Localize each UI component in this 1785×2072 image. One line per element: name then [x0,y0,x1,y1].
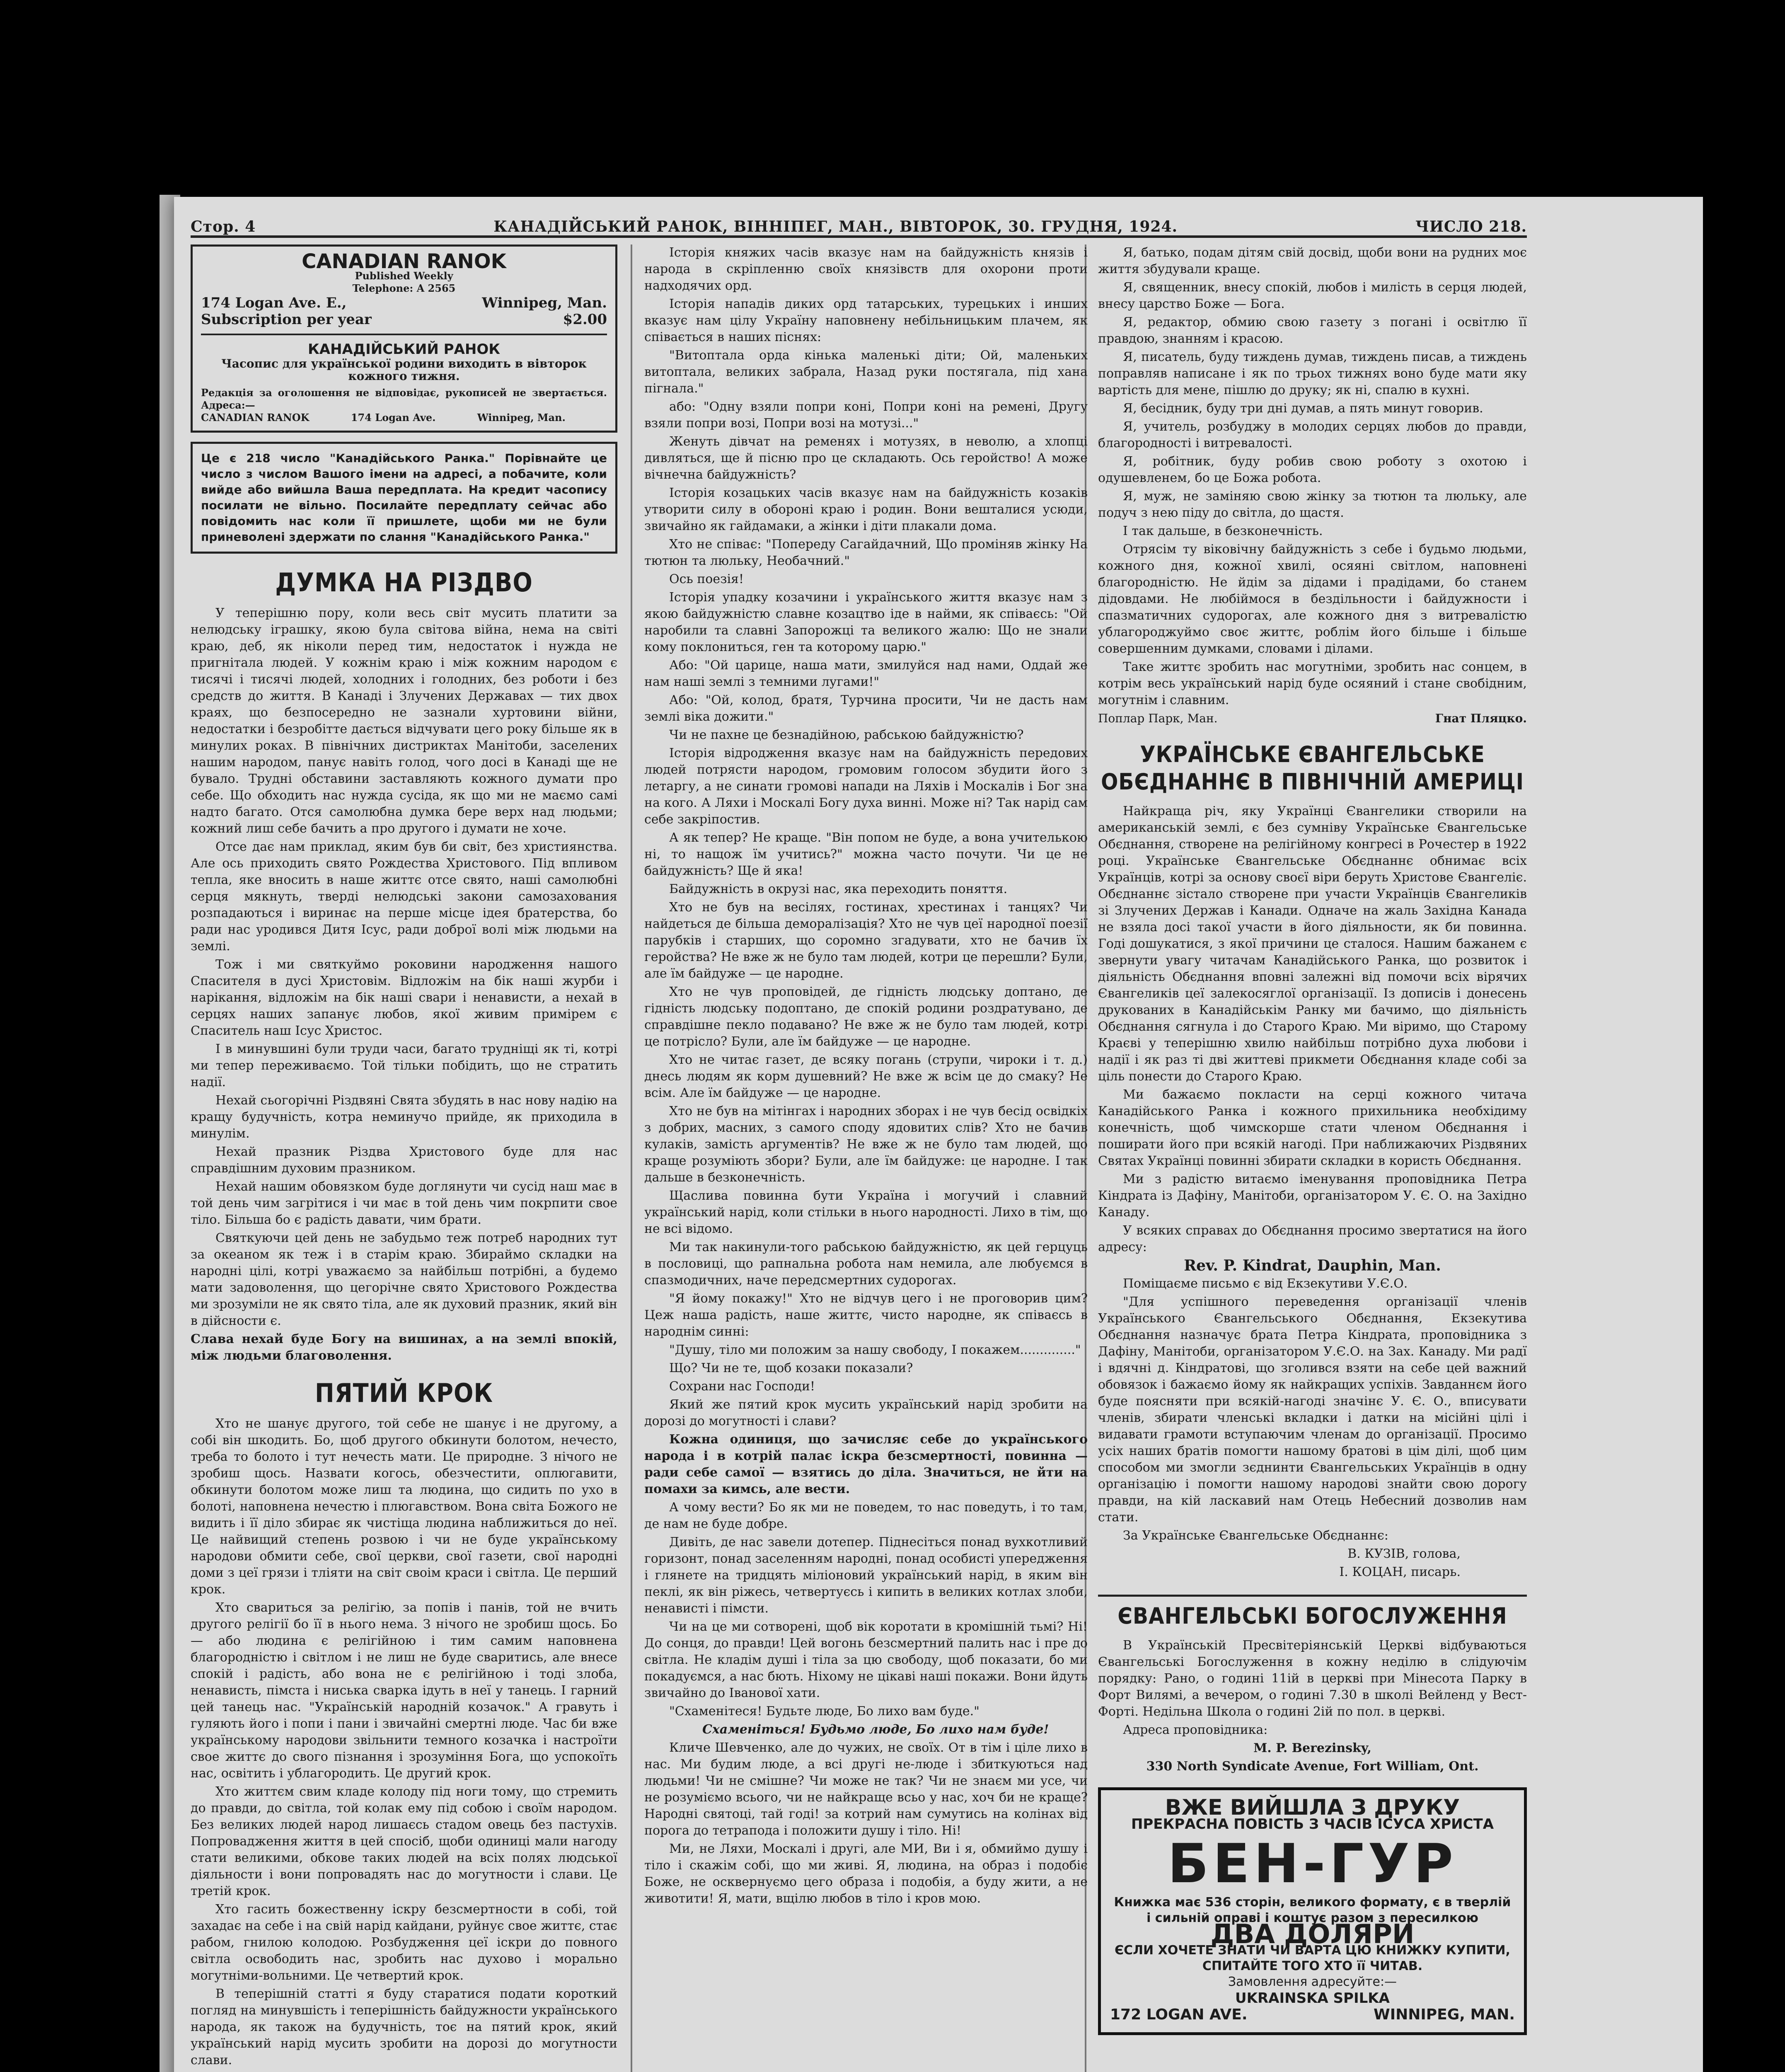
article-body [1098,244,1527,709]
publisher-name-ua: КАНАДІЙСЬКИЙ РАНОК [307,341,501,358]
paragraph: Хто не співає: "Попереду Сагайдачний, Що проміняв жінку На тютюн та люльку, Необачний." [644,537,1088,568]
paragraph: Або: "Ой, колод, братя, Турчина просити, Чи не дасть нам землі віка дожити." [644,693,1088,724]
publisher-city: Winnipeg, Man. [482,295,607,311]
article-body [1098,803,1527,1256]
publisher-disclaimer: Редакція за оголошення не відповідає, рукописей не звертається. Адреса:— [201,387,607,411]
ad-company: UKRAINSKA SPILKA [1235,1990,1390,2007]
paragraph: Хто не був на весілях, гостинах, хрестинах і танцях? Чи найдеться де більша деморалізація? Хто не чув цеї народної поезії парубків і старших, що соромно згадувати, хто не бачив їх геройства? Не вже ж не було там людей, котри це перешли? Були, але їм байдуже — це народне. [644,900,1088,981]
paragraph: "Душу, тіло ми положим за нашу свободу, І покажем.............." [669,1343,1081,1357]
paragraph: Ми бажаємо покласти на серці кожного читача Канадійського Ранка і кожного прихильника необхідиму конечність, щоб чимскорше стати членом Обєднання і поширати його при всякій нагоді. При наближаючих Різдвяних Святах Українці повинні збирати складки в користь Обєднання. [1098,1087,1527,1168]
column-2 [644,244,1088,1909]
article-body [644,244,1088,1430]
paragraph: Хто не чув проповідей, де гідність людську доптано, де гідність людську подоптано, де спокій родини роздратувано, де справдішне пекло подавано? Не вже ж не було там людей, котрі це потрісло? Були, але їм байдуже — це народне. [644,985,1088,1049]
paragraph: Історія упадку козачини і українського життя вказує нам з якою байдужністю славне козацтво іде в найми, як співаєсь: "Ой наробили та славні Запорожці та великого жалю: Що не знали кому поклониться, ген та которому царю." [644,590,1088,654]
article-body [191,1416,617,2069]
paragraph: Хто свариться за релігію, за попів і панів, той не вчить другого релігії бо її в нього нема. З нічого не зробиш щось. Бо — або людина є релігійною і тим самим наповнена благородністю і світлом і не лиш не буде сваритись, але внесе спокій і радість, або вона не є релігійною і тоді злоба, ненависть, пімста і ниська сварка ідуть в неї у танець. І гарний цей танець нас. "Українській народній козачок." А гравуть і гуляють його і попи і пани і звичайні смертні люде. Час би вже українському народови звільнити темного козачка і настроїти свое життє до свого пізнання і зрозуміння Бога, що успокоїть нас, освітить і ублагородить. Це другий крок. [191,1600,617,1781]
subscription-notice: Це є 218 число "Канадійського Ранка." Порівнайте це число з числом Вашого імени на адресі, а побачите, коли вийде або вийшла Ваша передплата. На кредит часопису посилати не вільно. Посилайте передплату сейчас або повідомить нас коли її пришлете, щоби ми не були приневолені здержати по слання "Канадійського Ранка." [191,442,617,554]
paragraph: Історія нападів диких орд татарських, турецьких і инших вказує нам цілу Україну наповнену небільницьким плачем, як співається в наших піснях: [644,297,1088,344]
article-title: ЄВАНГЕЛЬСЬКІ БОГОСЛУЖЕННЯ [1098,1595,1527,1630]
paragraph: Хто не був на мітінгах і народних зборах і не чув бесід освідкіх з добрих, масних, з самого споду ядовитих слів? Хто не бачив кулаків, замість аргументів? Не вже ж не було там людей, що краще розуміють збори? Були, але їм байдуже: це народне. І так дальше в безконечність. [644,1104,1088,1185]
paragraph: Щаслива повинна бути Україна і могучий і славний український нарід, коли стільки в нього народності. Лихо в тім, що не всі відомо. [644,1188,1088,1236]
article-title: УКРАЇНСЬКЕ ЄВАНГЕЛЬСЬКЕ ОБЄДНАННЄ В ПІВНІЧНІЙ АМЕРИЦІ [1101,741,1524,795]
paragraph: Хто гасить божественну іскру безсмертности в собі, той захадає на себе і на свій нарід кайдани, руйнує свое життє, стає рабом, гнилою колодою. Розбудження цеї іскри до повного світла освободить нас, зробить нас духово і морально могутніми-вольними. Це четвертий крок. [191,1902,617,1983]
article-body [191,605,617,1329]
paragraph: Ми з радістю витаємо іменування проповідника Петра Кіндрата із Дафіну, Манітоби, організатором У. Є. О. на Західно Канаду. [1098,1172,1527,1220]
article-body [644,1740,1088,1907]
paragraph: Який же пятий крок мусить український нарід зробити на дорозі до могутності і слави? [644,1397,1088,1428]
article-title: ДУМКА НА РІЗДВО [275,567,533,598]
ad-order-label: Замовлення адресуйте:— [1228,1975,1397,1989]
article-title: ПЯТИЙ КРОК [315,1378,493,1408]
paragraph: А як тепер? Не краще. "Він попом не буде, а вона учителькою ні, то нащож їм учитись?" можна часто почути. Чи це не байдужність? Ще й яка! [644,830,1088,878]
page-number: Стор. 4 [191,218,256,235]
paragraph: Я, учитель, розбуджу в молодих серцях любов до правди, благородності і витревалості. [1098,419,1527,450]
paragraph: або: "Одну взяли попри коні, Попри коні на ремені, Другу взяли попри возі, Попри возі на мотузі..." [644,399,1088,431]
paragraph: Або: "Ой царице, наша мати, змилуйся над нами, Оддай же нам нашi землi з темними лугами!" [644,658,1088,689]
preacher-address: 330 North Syndicate Avenue, Fort William, Ont. [1146,1759,1479,1774]
article-closing: Слава нехай буде Богу на вишинах, а на землі впокій, між людьми благоволення. [191,1332,617,1363]
paragraph: Чи не пахне це безнадійною, рабською байдужністю? [669,728,1024,742]
paragraph: Нехай сьогорічні Різдвяні Свята збудять в нас нову надію на кращу будучність, котра неминучо прийде, як приходила в минулім. [191,1093,617,1141]
preacher-label: Адреса проповідника: [1123,1723,1268,1737]
paragraph: У всяких справах до Обєднання просимо звертатися на його адресу: [1098,1223,1527,1254]
bold-paragraph: Кожна одиниця, що зачисляє себе до українського народа і в котрій палає іскра безсмертності, повинна — ради себе самої — взятись до діла. Значиться, не йти на помахи за кимсь, але вести. [644,1432,1088,1496]
paragraph: "Я йому покажу!" Хто не відчув цего і не проговорив цим? Цеж наша радість, наше життє, чисто народне, як співаєсь в народнім синні: [644,1291,1088,1339]
paragraph: І так дальше, в безконечність. [1123,524,1323,538]
address-line: Rev. P. Kindrat, Dauphin, Man. [1184,1257,1441,1274]
paragraph: Я, священник, внесу спокій, любов і милість в серця людей, внесу царство Боже — Бога. [1098,280,1527,311]
subscription-label: Subscription per year [201,311,372,328]
service-text: В Українській Пресвітеріянській Церкві відбуваються Євангельські Богослуження в кожну неділю в слідуючім порядку: Рано, о годині 11ій в церкві при Мінесота Парку в Форт Вилямі, а вечером, о годині 7.30 в школі Вейленд у Вест-Форті. Недільна Школа о годині 2ій по пол. в церкві. [1098,1638,1527,1719]
paragraph: Історія козацьких часів вказує нам на байдужність козаків утворити силу в обороні краю і родин. Вони вешталися усюди, звичайно як гайдамаки, а жінки і діти плакали дома. [644,486,1088,533]
signer-2: І. КОЦАН, писарь. [1339,1565,1461,1579]
book-advertisement [1098,1787,1527,2035]
paragraph: Історія княжих часів вказує нам на байдужність князів і народа в скріпленню своїх князівств для охорони проти надходячих орд. [644,245,1088,293]
paragraph: А чому вести? Бо як ми не поведем, то нас поведуть, і то там, де нам не буде добре. [644,1500,1088,1531]
paragraph: Хто не шанує другого, той себе не шанує і не другому, а собі він шкодить. Бо, щоб другого обкинути болотом, нечесто, треба то болото і тут нечесть мати. Це природне. З нічого не зробиш щось. Назвати когось, обезчестити, оплюгавити, обкинути болотом може лиш та людина, що сидить по ухо в болоті, наповнена нечестю і плюгавством. Вона світа Божого не видить і її діло збирає як чистіща людина наближиться до неї. Це найвищий степень розвою і чи не буде українському народови обмити себе, свої церкви, свої газети, свої народні доми з цеї грязи і тліяти на світ своім краси і світла. Це перший крок. [191,1416,617,1597]
paragraph: Таке життє зробить нас могутніми, зробить нас сонцем, в котрім весь український нарід буде осяяний і стане свобідним, могутнім і славним. [1098,660,1527,707]
paragraph: Отсе дає нам приклад, яким був би світ, без християнства. Але ось приходить свято Рождества Христового. Під впливом тепла, яке вносить в наше життє отсе свято, наші самолюбні серця мякнуть, тверді нелюдські закони самозахования розпадаються і виринає на перше місце ідея братерства, бо ради нас уродився Дитя Ісус, ради доброї волі між людьми на землі. [191,840,617,954]
column-1 [191,244,617,2070]
paragraph: Хто життєм свим кладе колоду під ноги тому, що стремить до правди, до світла, той колак ему під собою і своїм народом. Без великих людей народ лишаєсь стадом овець без пастухів. Попровадження життя в цей спосіб, щоби одиниці мали нагоду стати великими, обкове таких людей на всіх полях людської діяльности і вони попровадять нас до могутности і слави. Це третій крок. [191,1784,617,1898]
ad-description: Книжка має 536 сторін, великого формату, є в тверлій і сильній оправі і коштує разом з пересилкою [1114,1895,1511,1925]
ad-book-title: БЕН-ГУР [1168,1832,1457,1895]
signature-name: Гнат Пляцко. [1435,712,1527,725]
paragraph: Я, бесідник, буду три дні думав, а пять минут говорив. [1123,401,1483,416]
paragraph: У теперішню пору, коли весь світ мусить платити за нелюдську іграшку, якою була світова війна, нема на світі краю, деб, як ніколи перед тим, недостаток і нужда не пригнітала людей. У кожнім краю і між кожним народом є тисячі і тисячі людей, холодних і голодних, без роботи і без средств до життя. В Канаді і Злучених Державах — тих двох краях, що безпосередно не зазнали хуртовини війни, недостатки і безробітте дається відчувати цего року більше як в минулих роках. В північних дистриктах Манітоби, заселених нашим народом, панує навіть голод, чого досі в Канаді ще не бувало. Трудні обставини заставляють кожного думати про себе. Що обходить нас нужда сусіда, як що ми не маємо самі надто багато. Отся самолюбна думка бере верх над людьми; кожний лиш себе бачить а про другого і думати не хоче. [191,606,617,836]
paragraph: Я, писатель, буду тиждень думав, тиждень писав, а тиждень поправляв написане і як по трьох тижнях воно буде мати яку вартість для мене, пішлю до друку; як ні, спалю в кухні. [1098,350,1527,397]
column-rule [631,244,632,2072]
paragraph: Отрясім ту віковічну байдужність з себе і будьмо людьми, кожного дня, кожної хвилі, осяяні світлом, наповнені благородністю. Не йдім за дідами і прадідами, бо станем дідовдами. Не любіймося в бездільности і байдужности і спазматичних судорогах, але кожного дня з витревалістю ублагороджуймо своє життє, роблім його більше і більше совершенним думками, словами і ділами. [1098,542,1527,656]
paragraph: Святкуючи цей день не забудьмо теж потреб народних тут за океаном як теж і в старім краю. Збираймо складки на народні цілі, котрі уважаємо за найбільш потрібні, а будемо мати задоволення, що цегорічне свято Христового Рождества ми зрозуміли не як свято тіла, але як духовий празник, який він в дійсности є. [191,1231,617,1328]
paragraph: Я, редактор, обмию свою газету з погані і освітлю її правдою, знанням і красою. [1098,315,1527,346]
paragraph: Нехай празник Різдва Христового буде для нас справдішним духовим празником. [191,1145,617,1176]
paragraph: Я, робітник, буду робив свою роботу з охотою і одушевленем, бо це Божа робота. [1098,454,1527,485]
preacher-name: M. P. Berezinsky, [1253,1741,1371,1755]
publisher-phone: Telephone: A 2565 [352,282,456,294]
paragraph: "Схаменітеся! Будьте люде, Бо лихо вам буде." [669,1704,980,1719]
paragraph: Дивіть, де нас завели дотепер. Піднесіться понад вухкотливий горизонт, понад заселенням народні, понад особисті упередження і глянете на тридцять міліоновий український нарід, в яким він пеклі, як він ріжесь, четвертуєсь і кипить в великих котлах злоби, ненависті і пімсти. [644,1535,1088,1616]
paragraph: Що? Чи не те, щоб козаки показали? [669,1361,913,1375]
paragraph: Женуть дівчат на ременях і мотузях, в неволю, а хлопці дивляться, ще й пісню про це складають. Ось геройство! А може вічнечна байдужність? [644,434,1088,482]
publisher-address-line: CANADIAN RANOK 174 Logan Ave. Winnipeg, Man. [201,411,566,424]
ad-price: ДВА ДОЛЯРИ [1210,1919,1415,1950]
ad-city: WINNIPEG, MAN. [1374,2006,1515,2023]
paragraph: Я, батько, подам дітям свій досвід, щоби вони на рудних моє життя збудували краще. [1098,245,1527,276]
publisher-weekly: Published Weekly [355,270,453,282]
paragraph: В теперішній статті я буду старатися подати короткий погляд на минувшість і теперішність байдужности українського народа, як також на будучність, тоє на пятий крок, який український нарід мусить зробити на дорозі до могутности слави. [191,1987,617,2067]
paragraph: Чи на це ми сотворені, щоб вік коротати в кромішній тьмі? Ні! До сонця, до правди! Цей вогонь безсмертний палить нас і пре до світла. Не кладім душі і тіла за цю свободу, щоб показати, бо ми покадуємся, а нас бють. Ніхому не цікаві наші покажи. Вони йдуть звичайно до Іванової хати. [644,1619,1088,1700]
masthead-title: КАНАДІЙСЬКИЙ РАНОК, ВІННІПЕГ, МАН., ВІВТОРОК, 30. ГРУДНЯ, 1924. [493,218,1178,235]
signature-place: Поплар Парк, Ман. [1098,712,1218,725]
letter-body: "Для успішного переведення організації членів Українського Євангельського Обєднання, Екзекутива Обєднання назначує брата Петра Кіндрата, проповідника з Дафіну, Манітоби, організатором У.Є.О. на Зах. Канаду. Ми радї і вдячні д. Кіндратові, що зголився взяти на себе цей важний обовязок і бажаємо йому як найкращих успіхів. Завданнєм його буде поясняти при всякій-нагоді значінє У. Є. О., вписувати членів, збирати членські вкладки і датки на місійні цілі і видавати грамоти вступаючим членам до організації. Просимо усіх наших братів помогти нашому братові в цім ділі, щоб цим способом ми змогли зєднинти Євангельських Українців в одну організацію і помогти нашому народові знайти свою дорогу правди, на кій ласкавий нам Отець Небесний дозволив нам стати. [1098,1295,1527,1525]
publisher-name: CANADIAN RANOK [302,250,506,273]
bold-poem: Схаменіться! Будьмо люде, Бо лихо нам буде! [702,1722,1049,1737]
paragraph: Ми так накинули-того рабською байдужністю, як цей герцуць в пословиці, що рапнальна робота нам немила, але любуємся в спазмодичних, наче передсмертних судорогах. [644,1240,1088,1288]
paragraph: І в минувшині були труди часи, багато трудніщі як ті, котрі ми тепер переживаємо. Той тільки побідить, що не стратить надії. [191,1042,617,1089]
paragraph: Байдужність в окрузі нас, яка переходить поняття. [669,882,1008,896]
paragraph: "Витоптала орда кінька маленькі діти; Ой, маленьких витоптала, великих забрала, Назад руки постягала, під хана пігнала." [644,348,1088,396]
subscription-price: $2.00 [563,311,607,328]
ad-callout: ЄСЛИ ХОЧЕТЕ ЗНАТИ ЧИ ВАРТА ЦЮ КНИЖКУ КУПИТИ, СПИТАЙТЕ ТОГО ХТО її ЧИТАВ. [1115,1943,1510,1973]
ad-address: 172 LOGAN AVE. [1110,2006,1248,2023]
letter-intro: Поміщаєме письмо є від Екзекутиви У.Є.О. [1123,1276,1408,1291]
masthead [191,215,1527,238]
paragraph: Ми, не Ляхи, Москалі і другі, але МИ, Ви і я, обмиймо душу і тіло і скажім собі, що ми живі. Я, людина, на образ і подобіє Боже, не осквернуємо цего образа і подобія, а буду жити, а не животити! Я, мати, вщілю любов в тіло і кров мою. [644,1842,1088,1906]
article-body [644,1499,1088,1720]
paragraph: Найкраща річ, яку Українці Євангелики створили на американській землі, є без сумніву Українське Євангельське Обєднання, створене на релігійному конгресі в Рочестер в 1922 році. Українське Євангельське Обєднаннє обнимає всіх Українців, котрі за основу своєї віри беруть Христове Євангеліє. Обєднаннє зістало створене при участи Українців Євангеликів зі Злучених Держав і Канади. Одначе на жаль Західна Канада не взяла досі такої участи в його діяльности, як би повинна. Годі дошукатися, з якої причини це сталося. Нашим бажанем є звернути увагу читачам Канадійського Ранка, що розвиток і діяльність Обєднання вповні залежні від помочи всіх вірячих Євангеликів цеї залекосяглої організації. Із дописів і донесень друкованих в Канадійськім Ранку ми бачимо, що діяльність Обєднання сягнула і до Старого Краю. Ми віримо, що Старому Краєві у теперішню хвилю найбільш потрібно духа любови і надії і як раз ті дві життеві прикмети Обєднання кладе собі за ціль понести до Старого Краю. [1098,804,1527,1084]
letter-sign: За Українське Євангельське Обєднаннє: [1123,1528,1388,1543]
paragraph: Ось поезія! [669,572,744,586]
paragraph: Історія відродження вказує нам на байдужність передових людей потрясти народом, громовим голосом збудити його з летаргу, а не синати громові напади на Ляхів і Москалів і Бог зна на кого. А Ляхи і Москалі Богу духа винні. Може ні? Так нарід сам себе закріпостив. [644,746,1088,827]
column-3 [1098,244,1527,2035]
ad-headline: ВЖЕ ВИЙШЛА З ДРУКУ [1165,1795,1460,1820]
publisher-box [191,244,617,433]
paragraph: Кличе Шевченко, але до чужих, не своїх. От в тім і ціле лихо в нас. Ми будим люде, а всі другі не-люде і збиткуються над людьми! Чи не смішне? Чи може не так? Чи не знаєм ми усе, чи не розуміємо всього, чи не найкраще всьо у нас, хоч би не краще? Народні святоці, тай годі! за котрий нам сумутись на колінах від порога до тетрапода і положити душу і тіло. Ні! [644,1740,1088,1838]
issue-number: ЧИСЛО 218. [1415,218,1527,235]
paragraph: Хто не читає газет, де всяку погань (струпи, чироки і т. д.) днесь людям як корм душевний? Не вже ж всім це до смаку? Не всім. Але їм байдуже — це народне. [644,1053,1088,1100]
paragraph: Я, муж, не заміняю свою жінку за тютюн та люльку, але подуч з нею піду до світла, до щастя. [1098,489,1527,520]
paragraph: Сохрани нас Господи! [669,1379,815,1394]
paragraph: Нехай нашим обовязком буде доглянути чи сусід наш має в той день чим загрітися і чи має в той день чим покрпити свое тіло. Більша бо є радість давати, чим брати. [191,1179,617,1227]
publisher-address: 174 Logan Ave. E., [201,295,347,311]
ad-subheadline: ПРЕКРАСНА ПОВІСТЬ З ЧАСІВ ІСУСА ХРИСТА [1131,1816,1494,1832]
publisher-tagline: Часопис для української родини виходить в вівторок кожного тижня. [221,357,587,383]
signer-1: В. КУЗІВ, голова, [1347,1547,1461,1561]
paragraph: Тож і ми святкуймо роковини народження нашого Спасителя в дусі Христовім. Відложім на бік наші журби і нарікання, відложім на бік наші свари і ненависти, а нехай в серцях наших запанує любов, якої живим примірем є Спаситель наш Ісус Христос. [191,957,617,1038]
